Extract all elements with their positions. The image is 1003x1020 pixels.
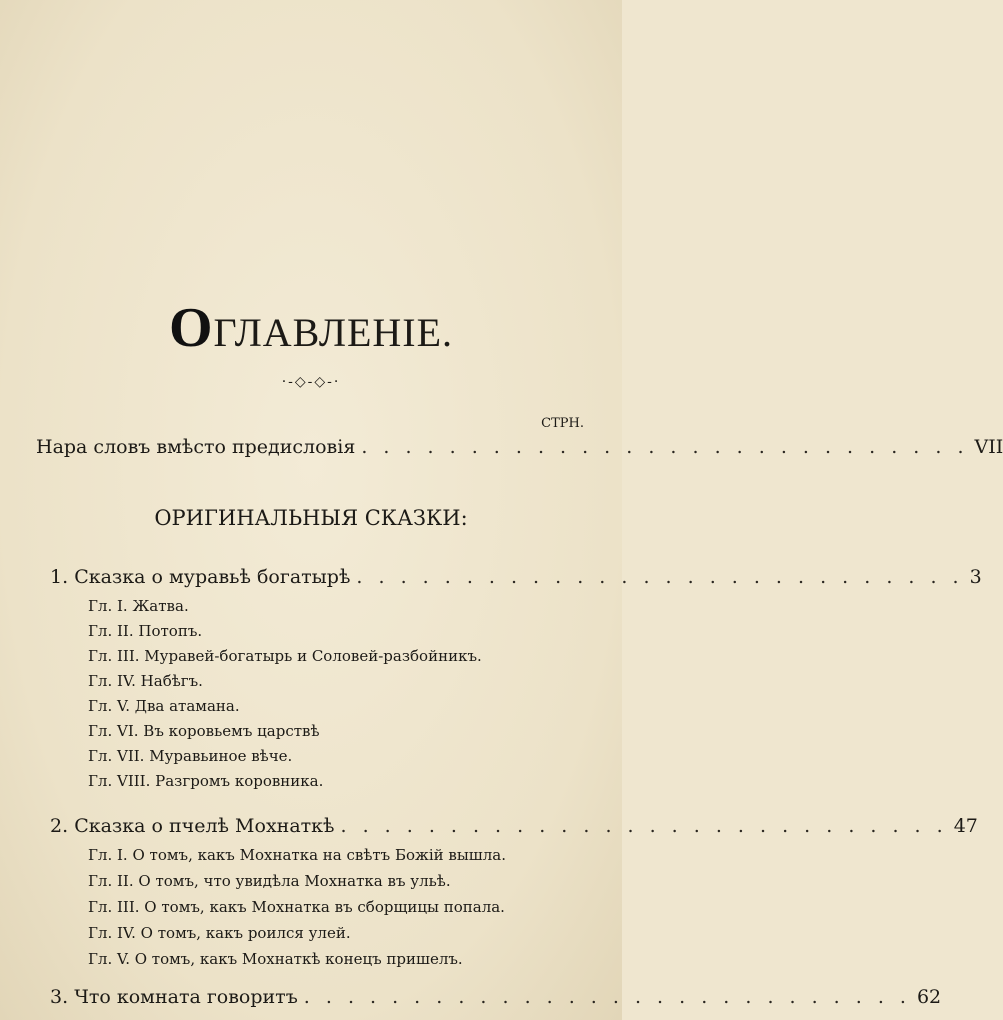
title-rest: ГЛАВЛЕНІЕ. <box>213 310 454 355</box>
story-page: 3 <box>969 566 982 588</box>
dot-leader: . . . . . . . . . . . . . . . . . . . . . . . . . . . . <box>303 986 911 1008</box>
title-block <box>0 296 622 360</box>
dot-leader: . . . . . . . . . . . . . . . . . . . . . . . . . . . . <box>340 815 948 837</box>
story-title: Сказка о муравьѣ богатырѣ <box>74 566 351 588</box>
story-entry-3[interactable] <box>50 986 942 1008</box>
story-title: Сказка о пчелѣ Мохнаткѣ <box>74 815 335 837</box>
story-number: 1. <box>50 566 69 588</box>
preface-label: Нара словъ вмѣсто предисловія <box>36 436 356 458</box>
story-number: 2. <box>50 815 69 837</box>
chapter-line[interactable]: Гл. V. О томъ, какъ Мохнаткѣ конецъ пришелъ. <box>88 950 463 968</box>
dot-leader: . . . . . . . . . . . . . . . . . . . . . . . . . . . . <box>361 436 969 458</box>
preface-entry[interactable] <box>36 436 1003 458</box>
chapter-line[interactable]: Гл. II. О томъ, что увидѣла Мохнатка въ ульѣ. <box>88 872 451 890</box>
story-page: 47 <box>953 815 978 837</box>
chapter-line[interactable]: Гл. VI. Въ коровьемъ царствѣ <box>88 722 320 740</box>
chapter-line[interactable]: Гл. I. О томъ, какъ Мохнатка на свѣтъ Божій вышла. <box>88 846 506 864</box>
chapter-line[interactable]: Гл. I. Жатва. <box>88 597 189 615</box>
chapter-line[interactable]: Гл. III. Муравей-богатырь и Соловей-разбойникъ. <box>88 647 482 665</box>
chapter-line[interactable]: Гл. VII. Муравьиное вѣче. <box>88 747 293 765</box>
story-number: 3. <box>50 986 69 1008</box>
ornament-divider: ·-◇-◇-· <box>281 374 341 390</box>
chapter-line[interactable]: Гл. V. Два атамана. <box>88 697 240 715</box>
section-heading: ОРИГИНАЛЬНЫЯ СКАЗКИ: <box>154 506 468 530</box>
chapter-line[interactable]: Гл. IV. О томъ, какъ роился улей. <box>88 924 351 942</box>
story-title: Что комната говоритъ <box>74 986 298 1008</box>
story-entry-1[interactable] <box>50 566 982 588</box>
chapter-line[interactable]: Гл. II. Потопъ. <box>88 622 203 640</box>
page-column-heading: СТРН. <box>541 416 584 431</box>
story-page: 62 <box>916 986 942 1008</box>
story-entry-2[interactable] <box>50 815 978 837</box>
chapter-line[interactable]: Гл. IV. Набѣгъ. <box>88 672 203 690</box>
page-title <box>169 296 453 360</box>
preface-page: VII <box>974 436 1003 458</box>
title-initial: О <box>168 297 214 359</box>
chapter-line[interactable]: Гл. VIII. Разгромъ коровника. <box>88 772 324 790</box>
dot-leader: . . . . . . . . . . . . . . . . . . . . . . . . . . . . <box>356 566 964 588</box>
chapter-line[interactable]: Гл. III. О томъ, какъ Мохнатка въ сборщицы попала. <box>88 898 505 916</box>
